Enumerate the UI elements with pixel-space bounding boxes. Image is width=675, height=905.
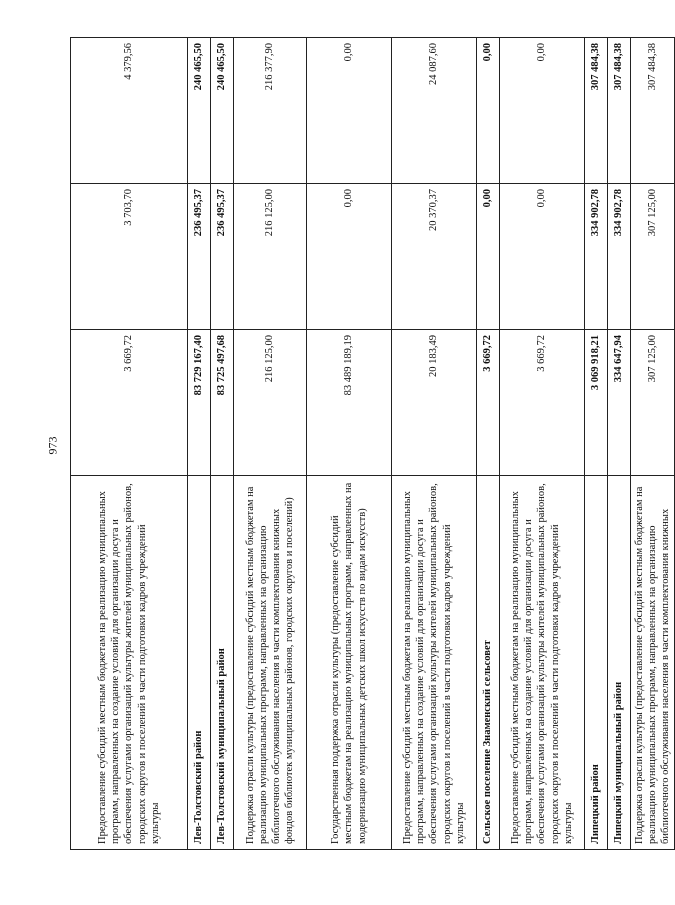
value-cell-3: 216 377,90 (234, 38, 307, 184)
value-cell-3: 307 484,38 (585, 38, 608, 184)
table-row (392, 38, 477, 850)
table-row (631, 38, 675, 850)
value-cell-1: 20 183,49 (392, 330, 477, 476)
budget-table (70, 37, 675, 850)
value-cell-2: 0,00 (500, 184, 585, 330)
table-row (188, 38, 211, 850)
row-description: Поддержка отрасли культуры (предоставление субсидий местным бюджетам на реализацию муниципальных программ, направленных на организацию библиотечного обслуживания населения в части комплектования книжных (631, 476, 675, 850)
value-cell-2: 3 703,70 (71, 184, 188, 330)
value-cell-2: 20 370,37 (392, 184, 477, 330)
page-number: 973 (45, 436, 60, 455)
value-cell-1: 307 125,00 (631, 330, 675, 476)
row-description: Поддержка отрасли культуры (предоставление субсидий местным бюджетам на реализацию муниципальных программ, направленных на организацию библиотечного обслуживания населения в части комплектования книжных фондов библиотек муниципальных районов, городских округов и поселений) (234, 476, 307, 850)
value-cell-1: 3 069 918,21 (585, 330, 608, 476)
row-description: Липецкий муниципальный район (608, 476, 631, 850)
table-row (307, 38, 392, 850)
table-row (585, 38, 608, 850)
value-cell-2: 236 495,37 (188, 184, 211, 330)
row-description: Лев-Толстовский район (188, 476, 211, 850)
table-row (608, 38, 631, 850)
value-cell-3: 0,00 (500, 38, 585, 184)
table-row (71, 38, 188, 850)
rotated-table-container (70, 43, 672, 850)
value-cell-3: 0,00 (307, 38, 392, 184)
row-description: Лев-Толстовский муниципальный район (211, 476, 234, 850)
value-cell-2: 216 125,00 (234, 184, 307, 330)
value-cell-3: 307 484,38 (608, 38, 631, 184)
value-cell-2: 0,00 (477, 184, 500, 330)
value-cell-1: 83 489 189,19 (307, 330, 392, 476)
value-cell-2: 236 495,37 (211, 184, 234, 330)
row-description: Предоставление субсидий местным бюджетам на реализацию муниципальных программ, направленных на создание условий для организации досуга и обеспечения услугами организаций культуры жителей муниципальных районов, городских округов и поселений в части подготовки кадров учреждений культуры (500, 476, 585, 850)
table-row (211, 38, 234, 850)
table-row (500, 38, 585, 850)
value-cell-1: 83 725 497,68 (211, 330, 234, 476)
value-cell-2: 334 902,78 (585, 184, 608, 330)
row-description: Липецкий район (585, 476, 608, 850)
value-cell-1: 216 125,00 (234, 330, 307, 476)
row-description: Государственная поддержка отрасли культуры (предоставление субсидий местным бюджетам на реализацию муниципальных программ, направленных на модернизацию муниципальных детских школ искусств по видам искусств) (307, 476, 392, 850)
value-cell-3: 24 087,60 (392, 38, 477, 184)
row-description: Сельское поселение Знаменский сельсовет (477, 476, 500, 850)
value-cell-2: 334 902,78 (608, 184, 631, 330)
value-cell-2: 0,00 (307, 184, 392, 330)
value-cell-3: 4 379,56 (71, 38, 188, 184)
value-cell-3: 0,00 (477, 38, 500, 184)
value-cell-1: 3 669,72 (500, 330, 585, 476)
value-cell-3: 240 465,50 (211, 38, 234, 184)
value-cell-1: 3 669,72 (477, 330, 500, 476)
value-cell-1: 334 647,94 (608, 330, 631, 476)
value-cell-1: 3 669,72 (71, 330, 188, 476)
value-cell-3: 240 465,50 (188, 38, 211, 184)
table-row (477, 38, 500, 850)
table-row (234, 38, 307, 850)
value-cell-2: 307 125,00 (631, 184, 675, 330)
value-cell-3: 307 484,38 (631, 38, 675, 184)
row-description: Предоставление субсидий местным бюджетам на реализацию муниципальных программ, направленных на создание условий для организации досуга и обеспечения услугами организаций культуры жителей муниципальных районов, городских округов и поселений в части подготовки кадров учреждений культуры (392, 476, 477, 850)
row-description: Предоставление субсидий местным бюджетам на реализацию муниципальных программ, направленных на создание условий для организации досуга и обеспечения услугами организаций культуры жителей муниципальных районов, городских округов и поселений в части подготовки кадров учреждений культуры (71, 476, 188, 850)
value-cell-1: 83 729 167,40 (188, 330, 211, 476)
